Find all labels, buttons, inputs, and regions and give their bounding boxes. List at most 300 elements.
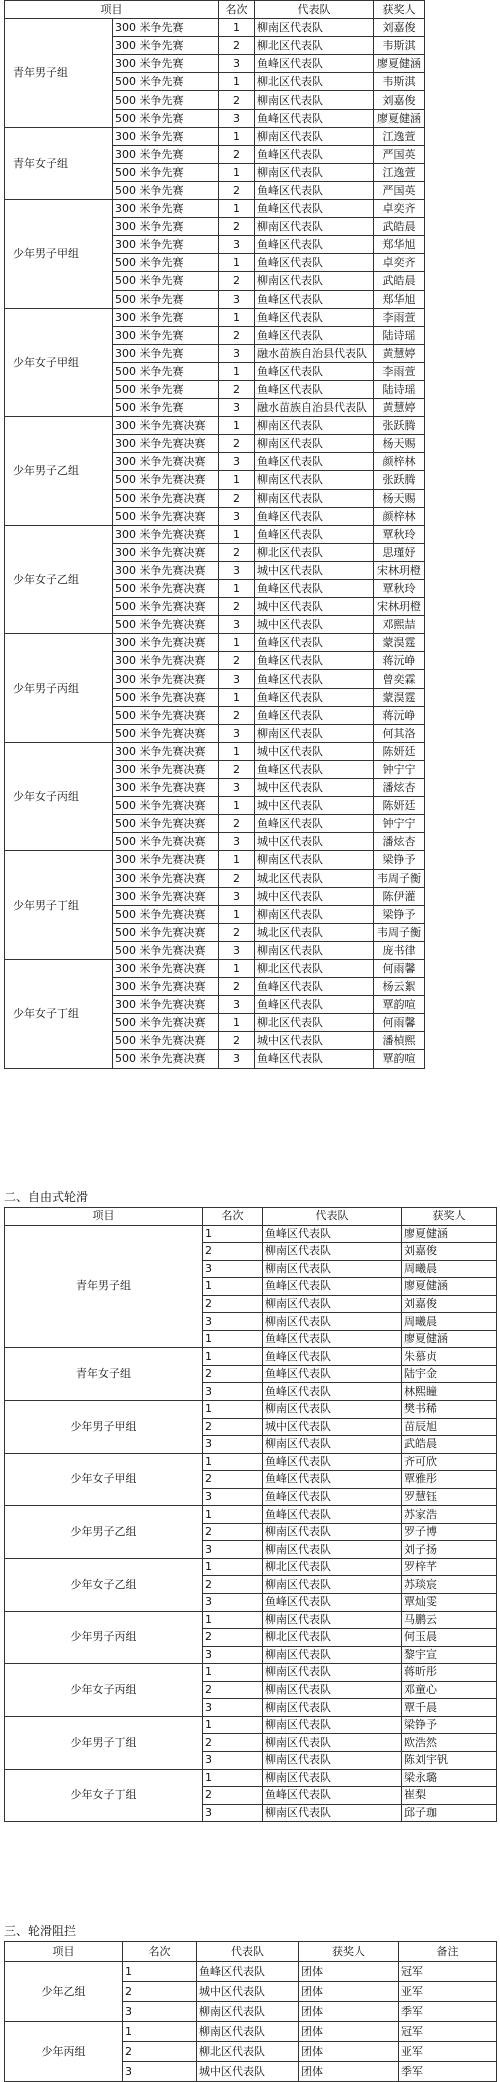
rank-cell: 1 [123,2022,197,2042]
rank-cell: 2 [219,91,255,109]
rank-cell: 1 [219,634,255,652]
winner-cell: 杨天赐 [374,435,425,453]
header-rank: 名次 [203,1208,263,1226]
team-cell: 鱼峰区代表队 [263,1787,402,1805]
header-winner: 获奖人 [402,1208,497,1226]
rank-cell: 3 [219,1050,255,1068]
winner-cell: 罗子博 [402,1523,497,1541]
rank-cell: 1 [219,1014,255,1032]
rank-cell: 1 [203,1611,263,1629]
team-cell: 柳南区代表队 [263,1664,402,1682]
winner-cell: 江逸萱 [374,127,425,145]
group-cell: 少年男子丙组 [5,1611,203,1664]
winner-cell: 李雨萱 [374,362,425,380]
winner-cell: 陈伊灌 [374,887,425,905]
team-cell: 鱼峰区代表队 [263,1330,402,1348]
table-row [5,19,425,37]
winner-cell: 何玉晨 [402,1629,497,1647]
header-winner: 获奖人 [374,1,425,19]
team-cell: 柳南区代表队 [263,1716,402,1734]
event-cell: 500 米争先赛 [113,272,219,290]
table-header-row [5,1,425,19]
team-cell: 城北区代表队 [255,869,374,887]
winner-cell: 团体 [299,2062,399,2082]
rank-cell: 2 [219,145,255,163]
rank-cell: 2 [123,2042,197,2062]
team-cell: 城中区代表队 [255,616,374,634]
team-cell: 鱼峰区代表队 [263,1488,402,1506]
team-cell: 城中区代表队 [255,1032,374,1050]
winner-cell: 苗辰旭 [402,1418,497,1436]
event-cell: 500 米争先赛决赛 [113,905,219,923]
team-cell: 城中区代表队 [255,779,374,797]
rank-cell: 2 [203,1787,263,1805]
event-cell: 500 米争先赛 [113,73,219,91]
event-cell: 300 米争先赛 [113,37,219,55]
team-cell: 柳南区代表队 [263,1260,402,1278]
rank-cell: 2 [219,652,255,670]
team-cell: 鱼峰区代表队 [255,688,374,706]
rank-cell: 1 [203,1225,263,1243]
winner-cell: 潘炫杏 [374,833,425,851]
table-row [5,2022,497,2042]
rank-cell: 3 [219,670,255,688]
rank-cell: 1 [219,19,255,37]
note-cell: 冠军 [399,1962,497,1982]
event-cell: 300 米争先赛 [113,308,219,326]
team-cell: 鱼峰区代表队 [255,55,374,73]
winner-cell: 黄慧婷 [374,344,425,362]
winner-cell: 周曦晨 [402,1260,497,1278]
team-cell: 鱼峰区代表队 [263,1453,402,1471]
rank-cell: 2 [219,543,255,561]
event-cell: 300 米争先赛决赛 [113,760,219,778]
winner-cell: 江逸萱 [374,163,425,181]
rank-cell: 3 [219,109,255,127]
team-cell: 鱼峰区代表队 [255,815,374,833]
rank-cell: 1 [219,471,255,489]
winner-cell: 刘子扬 [402,1541,497,1559]
team-cell: 柳南区代表队 [263,1401,402,1419]
event-cell: 300 米争先赛决赛 [113,779,219,797]
group-cell: 少年女子乙组 [5,1558,203,1611]
event-cell: 300 米争先赛决赛 [113,652,219,670]
header-team: 代表队 [255,1,374,19]
winner-cell: 蒙淏霆 [374,688,425,706]
rank-cell: 2 [123,1982,197,2002]
team-cell: 柳南区代表队 [255,218,374,236]
winner-cell: 思瑾妤 [374,543,425,561]
team-cell: 鱼峰区代表队 [255,996,374,1014]
team-cell: 柳南区代表队 [263,1699,402,1717]
table-row [5,1558,497,1576]
team-cell: 柳南区代表队 [263,1804,402,1822]
team-cell: 鱼峰区代表队 [255,254,374,272]
winner-cell: 韦周子衡 [374,923,425,941]
winner-cell: 覃秋玲 [374,525,425,543]
winner-cell: 覃韵喧 [374,1050,425,1068]
event-cell: 300 米争先赛决赛 [113,453,219,471]
rank-cell: 1 [203,1401,263,1419]
winner-cell: 颜梓林 [374,453,425,471]
note-cell: 冠军 [399,2022,497,2042]
winner-cell: 苏家浩 [402,1506,497,1524]
winner-cell: 宋林玥橙 [374,561,425,579]
table-row [5,634,425,652]
winner-cell: 苏琰宸 [402,1576,497,1594]
rank-cell: 1 [203,1716,263,1734]
table-row [5,851,425,869]
team-cell: 柳南区代表队 [197,2022,299,2042]
team-cell: 柳南区代表队 [255,19,374,37]
event-cell: 300 米争先赛决赛 [113,670,219,688]
section-title-blocking: 三、轮滑阻拦 [4,1924,77,1938]
team-cell: 城北区代表队 [255,923,374,941]
event-cell: 300 米争先赛决赛 [113,561,219,579]
team-cell: 城中区代表队 [197,2062,299,2082]
winner-cell: 陈刘宇钒 [402,1751,497,1769]
rank-cell: 1 [219,742,255,760]
event-cell: 300 米争先赛 [113,218,219,236]
rank-cell: 1 [219,688,255,706]
rank-cell: 1 [219,200,255,218]
winner-cell: 武皓晨 [402,1436,497,1454]
team-cell: 鱼峰区代表队 [255,706,374,724]
rank-cell: 2 [203,1295,263,1313]
rank-cell: 3 [219,833,255,851]
table-row [5,525,425,543]
team-cell: 柳南区代表队 [263,1295,402,1313]
event-cell: 500 米争先赛决赛 [113,833,219,851]
section-title-freestyle: 二、自由式轮滑 [4,1190,89,1204]
rank-cell: 1 [219,127,255,145]
winner-cell: 齐可欣 [402,1453,497,1471]
table-row [5,742,425,760]
event-cell: 500 米争先赛 [113,109,219,127]
rank-cell: 3 [219,561,255,579]
winner-cell: 廖夏健涵 [374,109,425,127]
rank-cell: 2 [203,1734,263,1752]
team-cell: 柳南区代表队 [255,851,374,869]
event-cell: 500 米争先赛 [113,362,219,380]
event-cell: 500 米争先赛决赛 [113,941,219,959]
group-cell: 少年男子乙组 [5,1506,203,1559]
table-header-row [5,1942,497,1962]
rank-cell: 2 [219,380,255,398]
winner-cell: 李雨萱 [374,308,425,326]
winner-cell: 陈妍廷 [374,797,425,815]
table-row [5,1225,497,1243]
rank-cell: 2 [203,1243,263,1261]
freestyle-results-table [4,1207,497,1822]
winner-cell: 张跃腾 [374,471,425,489]
group-cell: 少年女子丙组 [5,1664,203,1717]
winner-cell: 林熙瞳 [402,1383,497,1401]
team-cell: 柳北区代表队 [255,543,374,561]
team-cell: 鱼峰区代表队 [255,181,374,199]
team-cell: 柳南区代表队 [197,2002,299,2022]
group-cell: 少年丙组 [5,2022,123,2082]
rank-cell: 1 [219,362,255,380]
header-rank: 名次 [219,1,255,19]
rank-cell: 3 [219,344,255,362]
event-cell: 500 米争先赛 [113,91,219,109]
team-cell: 鱼峰区代表队 [255,380,374,398]
event-cell: 300 米争先赛 [113,236,219,254]
rank-cell: 2 [203,1365,263,1383]
note-cell: 亚军 [399,1982,497,2002]
team-cell: 柳北区代表队 [197,2042,299,2062]
team-cell: 柳南区代表队 [263,1523,402,1541]
rank-cell: 1 [219,959,255,977]
team-cell: 鱼峰区代表队 [255,670,374,688]
team-cell: 柳南区代表队 [255,417,374,435]
team-cell: 柳南区代表队 [263,1243,402,1261]
rank-cell: 3 [203,1699,263,1717]
event-cell: 500 米争先赛 [113,290,219,308]
note-cell: 亚军 [399,2042,497,2062]
rank-cell: 3 [219,779,255,797]
winner-cell: 杨天赐 [374,489,425,507]
rank-cell: 2 [203,1523,263,1541]
rank-cell: 3 [203,1804,263,1822]
event-cell: 300 米争先赛决赛 [113,978,219,996]
winner-cell: 陈妍廷 [374,742,425,760]
team-cell: 柳北区代表队 [255,1014,374,1032]
event-cell: 500 米争先赛 [113,399,219,417]
rank-cell: 3 [219,236,255,254]
winner-cell: 周曦晨 [402,1313,497,1331]
event-cell: 500 米争先赛决赛 [113,724,219,742]
winner-cell: 团体 [299,2002,399,2022]
winner-cell: 梁铮予 [374,905,425,923]
rank-cell: 2 [203,1629,263,1647]
rank-cell: 3 [219,616,255,634]
team-cell: 柳南区代表队 [263,1769,402,1787]
rank-cell: 3 [219,941,255,959]
winner-cell: 廖夏健涵 [402,1330,497,1348]
team-cell: 城中区代表队 [255,598,374,616]
team-cell: 柳南区代表队 [263,1734,402,1752]
winner-cell: 韦斯淇 [374,37,425,55]
rank-cell: 3 [203,1751,263,1769]
rank-cell: 3 [219,453,255,471]
winner-cell: 颜梓林 [374,507,425,525]
rank-cell: 3 [219,507,255,525]
rank-cell: 1 [219,851,255,869]
team-cell: 鱼峰区代表队 [263,1225,402,1243]
winner-cell: 邓童心 [402,1681,497,1699]
winner-cell: 刘嘉俊 [402,1243,497,1261]
event-cell: 300 米争先赛 [113,127,219,145]
team-cell: 柳南区代表队 [263,1646,402,1664]
event-cell: 500 米争先赛决赛 [113,1050,219,1068]
team-cell: 柳北区代表队 [255,37,374,55]
rank-cell: 3 [219,887,255,905]
rank-cell: 3 [203,1383,263,1401]
rank-cell: 2 [219,1032,255,1050]
event-cell: 300 米争先赛决赛 [113,887,219,905]
group-cell: 青年女子组 [5,1348,203,1401]
winner-cell: 曾奕霖 [374,670,425,688]
team-cell: 鱼峰区代表队 [255,580,374,598]
rank-cell: 3 [219,290,255,308]
note-cell: 季军 [399,2002,497,2022]
winner-cell: 覃雅彤 [402,1471,497,1489]
winner-cell: 刘嘉俊 [374,19,425,37]
group-cell: 少年女子丁组 [5,959,113,1068]
rank-cell: 1 [219,308,255,326]
rank-cell: 1 [203,1506,263,1524]
team-cell: 鱼峰区代表队 [255,1050,374,1068]
rank-cell: 1 [219,73,255,91]
group-cell: 青年男子组 [5,19,113,128]
event-cell: 500 米争先赛决赛 [113,489,219,507]
header-team: 代表队 [197,1942,299,1962]
winner-cell: 蒋沅峥 [374,706,425,724]
rank-cell: 2 [219,326,255,344]
header-team: 代表队 [263,1208,402,1226]
team-cell: 鱼峰区代表队 [255,236,374,254]
table-row [5,1401,497,1419]
event-cell: 300 米争先赛 [113,145,219,163]
header-event: 项目 [5,1208,203,1226]
group-cell: 少年女子甲组 [5,308,113,417]
winner-cell: 杨云絮 [374,978,425,996]
event-cell: 500 米争先赛决赛 [113,923,219,941]
winner-cell: 欧浩然 [402,1734,497,1752]
team-cell: 柳南区代表队 [255,941,374,959]
rank-cell: 3 [203,1436,263,1454]
winner-cell: 何雨馨 [374,959,425,977]
table-row [5,1611,497,1629]
winner-cell: 刘嘉俊 [374,91,425,109]
group-cell: 青年女子组 [5,127,113,199]
winner-cell: 廖夏健涵 [402,1225,497,1243]
team-cell: 柳南区代表队 [263,1751,402,1769]
event-cell: 500 米争先赛决赛 [113,797,219,815]
rank-cell: 2 [219,978,255,996]
winner-cell: 团体 [299,2022,399,2042]
rank-cell: 2 [203,1576,263,1594]
table-row [5,308,425,326]
rank-cell: 1 [219,525,255,543]
event-cell: 500 米争先赛决赛 [113,471,219,489]
team-cell: 城中区代表队 [255,742,374,760]
winner-cell: 何其洛 [374,724,425,742]
header-note: 备注 [399,1942,497,1962]
table-row [5,200,425,218]
event-cell: 500 米争先赛决赛 [113,815,219,833]
winner-cell: 邓熙喆 [374,616,425,634]
table-header-row [5,1208,497,1226]
team-cell: 鱼峰区代表队 [263,1365,402,1383]
header-rank: 名次 [123,1942,197,1962]
team-cell: 鱼峰区代表队 [255,308,374,326]
team-cell: 柳南区代表队 [263,1576,402,1594]
table-row [5,1769,497,1787]
team-cell: 柳南区代表队 [255,163,374,181]
team-cell: 鱼峰区代表队 [263,1348,402,1366]
winner-cell: 廖夏健涵 [374,55,425,73]
team-cell: 柳北区代表队 [263,1558,402,1576]
winner-cell: 武皓晨 [374,218,425,236]
winner-cell: 廖夏健涵 [402,1278,497,1296]
rank-cell: 2 [219,181,255,199]
winner-cell: 邱子珈 [402,1804,497,1822]
rank-cell: 2 [219,489,255,507]
event-cell: 300 米争先赛 [113,326,219,344]
rank-cell: 1 [219,163,255,181]
event-cell: 300 米争先赛 [113,344,219,362]
team-cell: 鱼峰区代表队 [255,290,374,308]
winner-cell: 潘炫杏 [374,779,425,797]
event-cell: 500 米争先赛 [113,181,219,199]
winner-cell: 崔梨 [402,1787,497,1805]
event-cell: 500 米争先赛决赛 [113,1014,219,1032]
team-cell: 柳南区代表队 [263,1436,402,1454]
winner-cell: 团体 [299,1962,399,1982]
winner-cell: 黎宇宣 [402,1646,497,1664]
team-cell: 城中区代表队 [255,561,374,579]
winner-cell: 罗梓芊 [402,1558,497,1576]
event-cell: 300 米争先赛决赛 [113,742,219,760]
winner-cell: 梁铮予 [374,851,425,869]
event-cell: 300 米争先赛决赛 [113,543,219,561]
winner-cell: 陆宇金 [402,1365,497,1383]
winner-cell: 严国英 [374,181,425,199]
winner-cell: 武皓晨 [374,272,425,290]
event-cell: 500 米争先赛决赛 [113,580,219,598]
team-cell: 柳南区代表队 [263,1681,402,1699]
rank-cell: 1 [219,254,255,272]
team-cell: 柳南区代表队 [263,1541,402,1559]
winner-cell: 何雨馨 [374,1014,425,1032]
rank-cell: 3 [219,55,255,73]
rank-cell: 3 [203,1594,263,1612]
team-cell: 融水苗族自治县代表队 [255,344,374,362]
table-row [5,1348,497,1366]
winner-cell: 覃灿雯 [402,1594,497,1612]
event-cell: 500 米争先赛 [113,380,219,398]
event-cell: 300 米争先赛 [113,55,219,73]
rank-cell: 1 [203,1558,263,1576]
group-cell: 少年女子甲组 [5,1453,203,1506]
winner-cell: 潘楨熙 [374,1032,425,1050]
winner-cell: 张跃腾 [374,417,425,435]
winner-cell: 韦周子衡 [374,869,425,887]
team-cell: 鱼峰区代表队 [255,760,374,778]
winner-cell: 覃千晨 [402,1699,497,1717]
rank-cell: 1 [203,1453,263,1471]
rank-cell: 3 [203,1488,263,1506]
rank-cell: 3 [219,399,255,417]
winner-cell: 团体 [299,1982,399,2002]
rank-cell: 2 [219,218,255,236]
winner-cell: 刘嘉俊 [402,1295,497,1313]
winner-cell: 卓奕齐 [374,200,425,218]
winner-cell: 陆诗瑶 [374,380,425,398]
winner-cell: 罗慧钰 [402,1488,497,1506]
team-cell: 鱼峰区代表队 [255,109,374,127]
winner-cell: 蒋昕彤 [402,1664,497,1682]
team-cell: 城中区代表队 [263,1418,402,1436]
table-row [5,127,425,145]
group-cell: 少年乙组 [5,1962,123,2022]
event-cell: 300 米争先赛 [113,200,219,218]
table-row [5,417,425,435]
event-cell: 300 米争先赛 [113,19,219,37]
